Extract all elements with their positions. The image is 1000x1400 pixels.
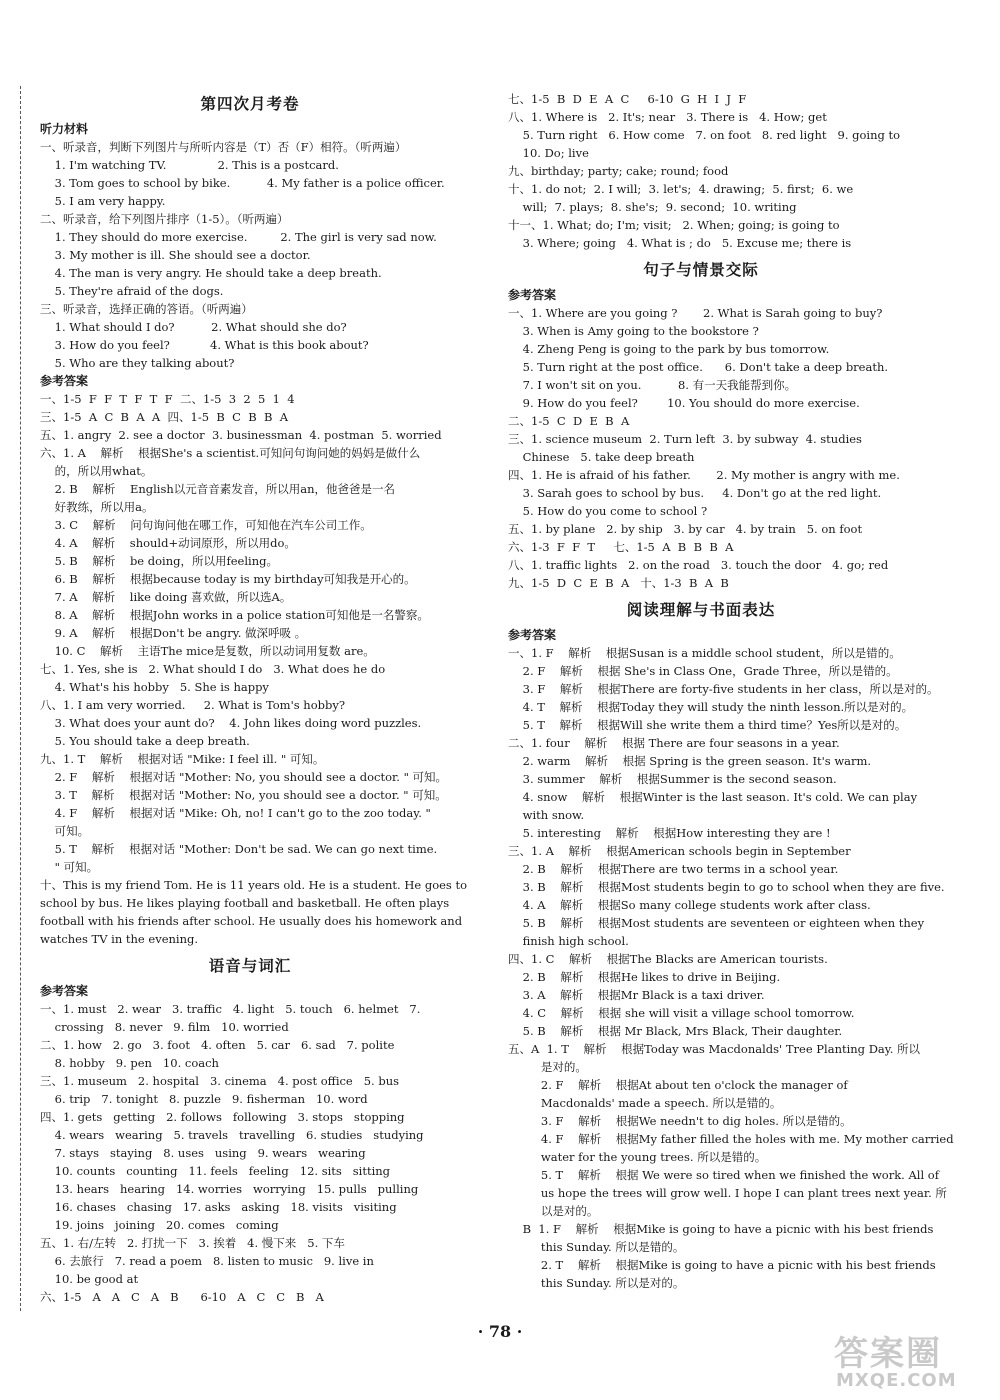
section-title: 阅读理解与书面表达 <box>626 601 776 619</box>
text-line: 三、1. A 解析 根据American schools begin in September <box>508 844 851 858</box>
watermark-logo <box>822 1326 990 1392</box>
text-line: this Sunday. 所以是错的。 <box>508 1240 685 1254</box>
text-line: 八、1. traffic lights 2. on the road 3. touch the door 4. go; red <box>508 558 889 572</box>
text-line: 4. What's his hobby 5. She is happy <box>40 680 269 694</box>
answers-list <box>508 90 901 252</box>
answers-heading: 参考答案 <box>40 374 89 388</box>
text-line: 3. When is Amy going to the bookstore ? <box>508 324 759 338</box>
text-line: 八、1. I am very worried. 2. What is Tom's hobby? <box>40 698 345 712</box>
text-line: 三、听录音，选择正确的答语。（听两遍） <box>40 302 253 316</box>
text-line: 2. B 解析 English以元音音素发音，所以用an，他爸爸是一名 <box>40 482 396 496</box>
text-line: 5. I am very happy. <box>40 194 166 208</box>
text-line: 13. hears hearing 14. worries worrying 15. pulls pulling <box>40 1182 419 1196</box>
text-line: 是对的。 <box>508 1060 587 1074</box>
listening-list <box>40 138 460 372</box>
text-line: 五、1. by plane 2. by ship 3. by car 4. by train 5. on foot <box>508 522 863 536</box>
answers-list <box>508 644 954 1292</box>
text-line: Macdonalds' made a speech. 所以是错的。 <box>508 1096 782 1110</box>
answers-list <box>40 1000 460 1306</box>
text-line: us hope the trees will grow well. I hope I can plant trees next year. 所 <box>508 1186 947 1200</box>
text-line: 4. A 解析 根据So many college students work after class. <box>508 898 871 912</box>
watermark-text: 答案圈 <box>834 1334 942 1374</box>
text-line: 五、A 1. T 解析 根据Today was Macdonalds' Tree Planting Day. 所以 <box>508 1042 921 1056</box>
answers-list <box>508 304 900 592</box>
text-line: 好教练，所以用a。 <box>40 500 154 514</box>
answers-heading: 参考答案 <box>40 984 89 998</box>
text-line: 10. C 解析 主语The mice是复数，所以动词用复数 are。 <box>40 644 375 658</box>
text-line: 三、1-5 A C B A A 四、1-5 B C B B A <box>40 410 289 424</box>
text-line: 5. Who are they talking about? <box>40 356 235 370</box>
text-line: 2. B 解析 根据There are two terms in a school year. <box>508 862 839 876</box>
text-line: 5. interesting 解析 根据How interesting they are ! <box>508 826 831 840</box>
answers-heading: 参考答案 <box>508 288 557 302</box>
text-line: 2. F 解析 根据 She's in Class One，Grade Three，所以是错的。 <box>508 664 898 678</box>
text-line: 六、1-3 F F T 七、1-5 A B B B A <box>508 540 734 554</box>
text-line: 4. T 解析 根据Today they will study the ninth lesson.所以是对的。 <box>508 700 914 714</box>
text-line: 四、1. He is afraid of his father. 2. My mother is angry with me. <box>508 468 900 482</box>
text-line: 9. A 解析 根据Don't be angry. 做深呼吸 。 <box>40 626 307 640</box>
answers-heading: 参考答案 <box>508 628 557 642</box>
text-line: 7. I won't sit on you. 8. 有一天我能帮到你。 <box>508 378 797 392</box>
text-line: 7. stays staying 8. uses using 9. wears wearing <box>40 1146 366 1160</box>
text-line: 8. hobby 9. pen 10. coach <box>40 1056 219 1070</box>
text-line: 3. Sarah goes to school by bus. 4. Don't go at the red light. <box>508 486 882 500</box>
text-line: 可知。 <box>40 824 90 838</box>
text-line: " 可知。 <box>40 860 99 874</box>
text-line: water for the young trees. 所以是错的。 <box>508 1150 767 1164</box>
text-line: 十、This is my friend Tom. He is 11 years old. He is a student. He goes to <box>40 878 468 892</box>
text-line: 六、1. A 解析 根据She's a scientist.可知问句询问她的妈妈是做什么 <box>40 446 421 460</box>
text-line: 5. B 解析 be doing，所以用feeling。 <box>40 554 278 568</box>
text-line: 4. F 解析 根据My father filled the holes with me. My mother carried <box>508 1132 954 1146</box>
text-line: 6. trip 7. tonight 8. puzzle 9. fisherman 10. word <box>40 1092 368 1106</box>
text-line: watches TV in the evening. <box>40 932 199 946</box>
text-line: 3. C 解析 问句询问他在哪工作，可知他在汽车公司工作。 <box>40 518 372 532</box>
text-line: 2. F 解析 根据At about ten o'clock the manager of <box>508 1078 848 1092</box>
text-line: 10. be good at <box>40 1272 139 1286</box>
text-line: football with his friends after school. He usually does his homework and <box>40 914 463 928</box>
text-line: 3. Where; going 4. What is ; do 5. Excuse me; there is <box>508 236 852 250</box>
text-line: 10. Do; live <box>508 146 589 160</box>
text-line: Chinese 5. take deep breath <box>508 450 695 464</box>
text-line: 七、1-5 B D E A C 6-10 G H I J F <box>508 92 747 106</box>
text-line: 3. F 解析 根据There are forty-five students in her class，所以是对的。 <box>508 682 939 696</box>
text-line: 4. A 解析 should+动词原形，所以用do。 <box>40 536 296 550</box>
text-line: 以是对的。 <box>508 1204 599 1218</box>
text-line: 9. How do you feel? 10. You should do more exercise. <box>508 396 860 410</box>
text-line: 六、1-5 A A C A B 6-10 A C C B A <box>40 1290 324 1304</box>
text-line: with snow. <box>508 808 585 822</box>
text-line: 3. What does your aunt do? 4. John likes doing word puzzles. <box>40 716 422 730</box>
text-line: 6. B 解析 根据because today is my birthday可知我是开心的。 <box>40 572 416 586</box>
text-line: 二、1. four 解析 根据 There are four seasons in a year. <box>508 736 840 750</box>
text-line: 九、birthday; party; cake; round; food <box>508 164 729 178</box>
text-line: 四、1. gets getting 2. follows following 3. stops stopping <box>40 1110 405 1124</box>
text-line: 5. T 解析 根据 We were so tired when we finished the work. All of <box>508 1168 939 1182</box>
text-line: 3. Tom goes to school by bike. 4. My father is a police officer. <box>40 176 445 190</box>
text-line: this Sunday. 所以是对的。 <box>508 1276 685 1290</box>
text-line: 1. They should do more exercise. 2. The girl is very sad now. <box>40 230 437 244</box>
text-line: 5. How do you come to school ? <box>508 504 708 518</box>
margin-rule <box>20 86 21 1311</box>
text-line: 五、1. angry 2. see a doctor 3. businessman 4. postman 5. worried <box>40 428 442 442</box>
text-line: 5. You should take a deep breath. <box>40 734 250 748</box>
text-line: 5. Turn right 6. How come 7. on foot 8. red light 9. going to <box>508 128 901 142</box>
text-line: 二、1-5 C D E B A <box>508 414 630 428</box>
text-line: 4. F 解析 根据对话 "Mike: Oh, no! I can't go to the zoo today. " <box>40 806 431 820</box>
text-line: 19. joins joining 20. comes coming <box>40 1218 279 1232</box>
text-line: 十一、1. What; do; I'm; visit; 2. When; going; is going to <box>508 218 840 232</box>
text-line: 7. A 解析 like doing 喜欢做，所以选A。 <box>40 590 292 604</box>
text-line: 5. Turn right at the post office. 6. Don't take a deep breath. <box>508 360 889 374</box>
text-line: 16. chases chasing 17. asks asking 18. visits visiting <box>40 1200 397 1214</box>
text-line: 2. B 解析 根据He likes to drive in Beijing. <box>508 970 781 984</box>
text-line: 一、1-5 F F T F T F 二、1-5 3 2 5 1 4 <box>40 392 295 406</box>
text-line: 的，所以用what。 <box>40 464 153 478</box>
text-line: 一、1. Where are you going ? 2. What is Sarah going to buy? <box>508 306 883 320</box>
text-line: 九、1-5 D C E B A 十、1-3 B A B <box>508 576 729 590</box>
section-title: 语音与词汇 <box>208 957 292 975</box>
text-line: 3. summer 解析 根据Summer is the second season. <box>508 772 837 786</box>
text-line: finish high school. <box>508 934 629 948</box>
watermark-url: MXQE.COM <box>836 1370 957 1391</box>
left-column <box>40 86 468 1306</box>
text-line: 3. F 解析 根据We needn't to dig holes. 所以是错的。 <box>508 1114 852 1128</box>
text-line: 1. What should I do? 2. What should she do? <box>40 320 347 334</box>
text-line: 2. F 解析 根据对话 "Mother: No, you should see a doctor. " 可知。 <box>40 770 448 784</box>
text-line: 6. 去旅行 7. read a poem 8. listen to music 9. live in <box>40 1254 374 1268</box>
text-line: 九、1. T 解析 根据对话 "Mike: I feel ill. " 可知。 <box>40 752 325 766</box>
text-line: 三、1. science museum 2. Turn left 3. by subway 4. studies <box>508 432 862 446</box>
text-line: 5. B 解析 根据Most students are seventeen or eighteen when they <box>508 916 925 930</box>
text-line: 一、听录音，判断下列图片与所听内容是（T）否（F）相符。（听两遍） <box>40 140 407 154</box>
text-line: 七、1. Yes, she is 2. What should I do 3. What does he do <box>40 662 386 676</box>
text-line: 二、1. how 2. go 3. foot 4. often 5. car 6. sad 7. polite <box>40 1038 395 1052</box>
text-line: 4. C 解析 根据 she will visit a village school tomorrow. <box>508 1006 855 1020</box>
text-line: 5. B 解析 根据 Mr Black, Mrs Black, Their daughter. <box>508 1024 843 1038</box>
listening-heading: 听力材料 <box>40 122 89 136</box>
text-line: 一、1. F 解析 根据Susan is a middle school student，所以是错的。 <box>508 646 901 660</box>
text-line: 三、1. museum 2. hospital 3. cinema 4. post office 5. bus <box>40 1074 400 1088</box>
text-line: 五、1. 右/左转 2. 打扰一下 3. 挨着 4. 慢下来 5. 下车 <box>40 1236 345 1250</box>
text-line: will; 7. plays; 8. she's; 9. second; 10. writing <box>508 200 797 214</box>
text-line: 3. T 解析 根据对话 "Mother: No, you should see a doctor. " 可知。 <box>40 788 447 802</box>
text-line: crossing 8. never 9. film 10. worried <box>40 1020 289 1034</box>
text-line: school by bus. He likes playing football and basketball. He often plays <box>40 896 450 910</box>
text-line: 5. T 解析 根据对话 "Mother: Don't be sad. We can go next time. <box>40 842 438 856</box>
text-line: B 1. F 解析 根据Mike is going to have a picnic with his best friends <box>508 1222 934 1236</box>
text-line: 4. The man is very angry. He should take a deep breath. <box>40 266 382 280</box>
text-line: 4. snow 解析 根据Winter is the last season. It's cold. We can play <box>508 790 918 804</box>
text-line: 二、听录音，给下列图片排序（1-5）。（听两遍） <box>40 212 289 226</box>
text-line: 5. T 解析 根据Will she write them a third time？Yes所以是对的。 <box>508 718 907 732</box>
text-line: 3. B 解析 根据Most students begin to go to school when they are five. <box>508 880 945 894</box>
section-title: 第四次月考卷 <box>200 95 300 113</box>
text-line: 10. counts counting 11. feels feeling 12. sits sitting <box>40 1164 391 1178</box>
text-line: 4. wears wearing 5. travels travelling 6. studies studying <box>40 1128 424 1142</box>
text-line: 1. I'm watching TV. 2. This is a postcard. <box>40 158 339 172</box>
text-line: 一、1. must 2. wear 3. traffic 4. light 5. touch 6. helmet 7. <box>40 1002 421 1016</box>
text-line: 3. A 解析 根据Mr Black is a taxi driver. <box>508 988 765 1002</box>
section-title: 句子与情景交际 <box>643 261 759 279</box>
text-line: 十、1. do not; 2. I will; 3. let's; 4. drawing; 5. first; 6. we <box>508 182 854 196</box>
page-number: · 78 · <box>477 1322 523 1341</box>
right-column <box>508 90 954 1292</box>
text-line: 8. A 解析 根据John works in a police station可知他是一名警察。 <box>40 608 429 622</box>
text-line: 3. How do you feel? 4. What is this book about? <box>40 338 369 352</box>
text-line: 八、1. Where is 2. It's; near 3. There is 4. How; get <box>508 110 827 124</box>
text-line: 2. T 解析 根据Mike is going to have a picnic with his best friends <box>508 1258 936 1272</box>
text-line: 3. My mother is ill. She should see a doctor. <box>40 248 311 262</box>
text-line: 4. Zheng Peng is going to the park by bus tomorrow. <box>508 342 830 356</box>
answers-list <box>40 390 468 948</box>
text-line: 2. warm 解析 根据 Spring is the green season. It's warm. <box>508 754 872 768</box>
text-line: 四、1. C 解析 根据The Blacks are American tourists. <box>508 952 828 966</box>
text-line: 5. They're afraid of the dogs. <box>40 284 224 298</box>
